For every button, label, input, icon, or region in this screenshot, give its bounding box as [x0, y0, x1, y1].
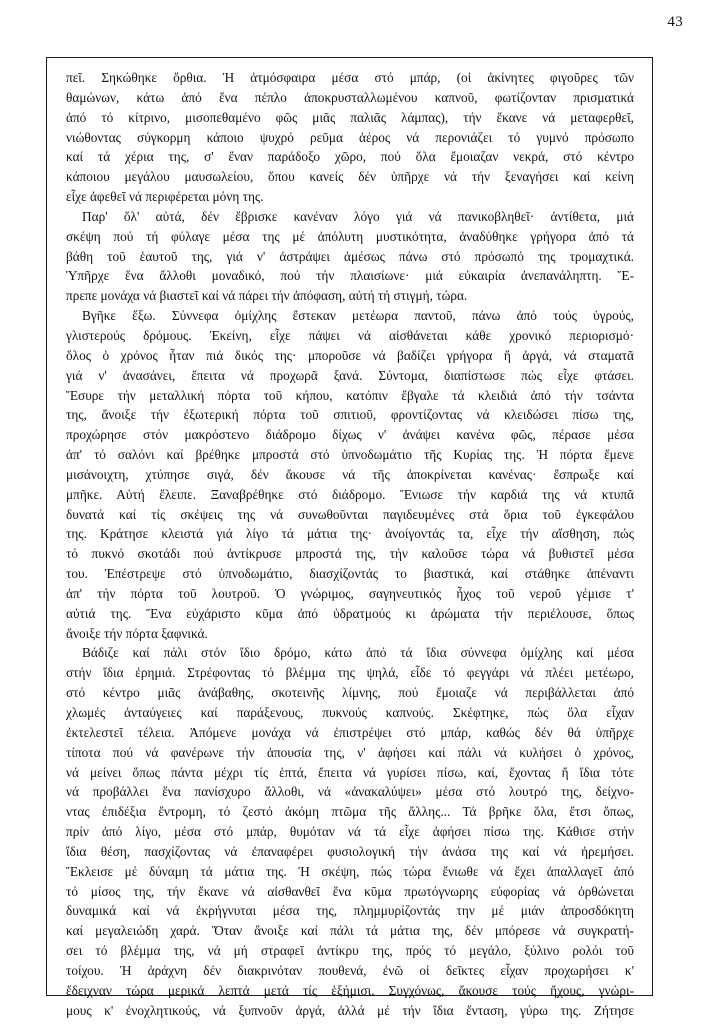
text-line: στό κέντρο μιᾶς ἀνάβαθης, σκοτεινῆς λίμνης, πού ἔμοιαζε νά περιβάλλεται ἀπό — [66, 685, 634, 701]
text-line: της, ἄνοιξε τήν ἐξωτερική πόρτα τοῦ σπιτιοῦ, φροντίζοντας νά κλειδώσει πίσω της, — [66, 407, 634, 423]
text-line: Βάδιζε καί πάλι στόν ἴδιο δρόμο, κάτω ἀπό τά ἴδια σύννεφα ὀμίχλης καί μέσα — [82, 645, 634, 661]
text-line: καί μεγαλειώδη χαρά. Ὅταν ἄνοιξε καί πάλι τά μάτια της, δέν μπόρεσε νά συγκρατή- — [66, 923, 634, 939]
text-line: ντας ἐπιδέξια ἔντρομη, τό ζεστό ἀκόμη πτῶμα τῆς ἄλλης... Τά βρῆκε ὅλα, ἔτσι ὅπως, — [66, 804, 634, 820]
text-line: γλιστερούς δρόμους. Ἐκείνη, εἶχε πάψει νά αἰσθάνεται κάθε χρονικό περιορισμό· — [66, 327, 634, 343]
text-line: πρίν ἀπό λίγο, μέσα στό μπάρ, θυμόταν νά τά εἶχε ἀφήσει πίσω της. Κάθισε στήν — [66, 824, 634, 840]
text-line: γιά ν' ἀνασάνει, ἔπειτα νά προχωρᾶ ξανά. Σύντομα, διαπίστωσε πώς εἶχε φτάσει. — [66, 367, 634, 383]
text-line: Βγῆκε ἔξω. Σύννεφα ὀμίχλης ἔστεκαν μετέωρα παντοῦ, πάνω ἀπό τούς ὑγρούς, — [82, 308, 634, 324]
text-line: ἄνοιξε τήν πόρτα ξαφνικά. — [66, 625, 208, 641]
paragraph — [66, 207, 634, 306]
text-line: πρεπε μονάχα νά βιαστεῖ καί νά πάρει τήν ἀπόφαση, αὐτή τή στιγμή, τώρα. — [66, 288, 468, 304]
text-line: Ἔκλεισε μέ δύναμη τά μάτια της. Ἡ σκέψη, πώς τώρα ἔνιωθε νά ἔχει ἀπαλλαγεῖ ἀπό — [66, 863, 634, 879]
text-line: ἔδειχναν τώρα μερικά λεπτά μετά τίς ἑξήμισι. Συγχόνως, ἄκουσε τούς ἤχους, γνώρι- — [66, 982, 634, 998]
text-line: ἐκτελεστεῖ τέλεια. Ἀπόμενε μονάχα νά ἐπιστρέψει στό μπάρ, καθώς δέν θά ὑπῆρχε — [66, 724, 634, 740]
page-number: 43 — [667, 14, 683, 30]
text-line: του. Ἐπέστρεψε στό ὑπνοδωμάτιο, διασχίζοντάς το βιαστικά, καί στάθηκε ἀπέναντι — [66, 566, 634, 582]
text-line: πεῖ. Σηκώθηκε ὄρθια. Ἡ ἀτμόσφαιρα μέσα στό μπάρ, (οἱ ἀκίνητες φιγοῦρες τῶν — [66, 70, 634, 85]
text-line: ἀπ' τό σαλόνι καί βρέθηκε μπροστά στό ὑπνοδωμάτιο τῆς Κυρίας της. Ἡ πόρτα ἔμενε — [66, 447, 634, 463]
text-line: κάποιου μεγάλου μαυσωλείου, ὅπου κανείς δέν ὑπῆρχε νά τήν ξεναγήσει καί κείνη — [66, 169, 634, 185]
text-line: μους κ' ἐνοχλητικούς, νά ξυπνοῦν ἀργά, ἀλλά μέ τήν ἴδια ἔνταση, γύρω της. Ζήτησε — [66, 1002, 634, 1018]
body-text — [66, 68, 634, 1021]
text-line: ἴδια θέση, πασχίζοντας νά ἐπαναφέρει φυσιολογική τήν ἀνάσα της καί νά ἠρεμήσει. — [66, 843, 634, 859]
text-line: Παρ' ὅλ' αὐτά, δέν ἔβρισκε κανέναν λόγο γιά νά πανικοβληθεῖ· ἀντίθετα, μιά — [82, 208, 634, 224]
text-line: νά προβάλλει ἕνα πανίσχυρο ἄλλοθι, νά «ἀνακαλύψει» μέσα στό λουτρό της, δείχνο- — [66, 784, 634, 800]
text-line: σει τό βλέμμα της, νά μή στραφεῖ ἀντίκρυ της, πρός τό μεγάλο, ξύλινο ρολόι τοῦ — [66, 943, 634, 959]
paragraph — [66, 68, 634, 207]
text-line: νά μείνει ὅπως πάντα μέχρι τίς ἑπτά, ἔπειτα νά γυρίσει πίσω, καί, ἔχοντας ἤ ἴδια τότε — [66, 764, 634, 780]
text-line: δυναμικά καί νά ἐκρήγνυται μέσα της, πλημμυρίζοντάς την μέ μιάν ἀπροσδόκητη — [66, 903, 634, 919]
text-line: ἀπ' τήν πόρτα τοῦ λουτροῦ. Ὁ γνώριμος, σαγηνευτικός ἦχος τοῦ νεροῦ γέμισε τ' — [66, 585, 634, 601]
text-line: αὐτιά της. Ἕνα εὐχάριστο κῦμα ἀπό ὑδρατμούς κι ἀρώματα τήν περιέλουσε, ὅπως — [66, 605, 634, 621]
text-line: προχώρησε στόν μακρόστενο διάδρομο δίχως ν' ἀνάψει κανένα φῶς, πέρασε μέσα — [66, 427, 634, 443]
text-line: σκέψη πού τή φύλαγε μέσα της μέ ἀπόλυτη μυστικότητα, ἀναδύθηκε γρήγορα ἀπό τά — [66, 228, 634, 244]
text-line: καί τά χέρια της, σ' ἕναν παράδοξο χῶρο, πού ὅλα ἔμοιαζαν νεκρά, στό κέντρο — [66, 149, 634, 165]
text-line: τό μίσος της, τήν ἔκανε νά αἰσθανθεῖ ἕνα κῦμα πρωτόγνωρης εὐφορίας νά ὀρθώνεται — [66, 883, 634, 899]
text-line: δυνατά καί τίς σκέψεις της νά συνωθοῦνται παγιδευμένες στά ὅρια τοῦ ἐγκεφάλου — [66, 506, 634, 522]
text-line: τό πυκνό σκοτάδι πού ἀντίκρυσε μπροστά της, τήν καλοῦσε τώρα νά βυθιστεῖ μέσα — [66, 546, 634, 562]
paragraph — [66, 306, 634, 643]
paragraph — [66, 643, 634, 1020]
text-line: Ὑπῆρχε ἕνα ἄλλοθι μοναδικό, πού τήν πλαισίωνε· μιά εὐκαιρία ἀνεπανάληπτη. Ἔ- — [66, 268, 634, 284]
text-line: βάθη τοῦ ἑαυτοῦ της, γιά ν' ἀστράψει ἀμέσως πάνω στό πρόσωπό της τρομαχτικά. — [66, 248, 634, 264]
text-line: ὅλος ὁ χρόνος ἦταν πιά δικός της· μποροῦσε νά βαδίζει γρήγορα ἤ ἀργά, νά σταματᾶ — [66, 347, 634, 363]
text-line: στήν ἴδια ἐρημιά. Στρέφοντας τό βλέμμα της ψηλά, εἶδε τό φεγγάρι νά πλέει μετέωρο, — [66, 665, 634, 681]
text-line: Ἔσυρε τήν μεταλλική πόρτα τοῦ κήπου, κατόπιν ἔβγαλε τά κλειδιά ἀπό τήν τσάντα — [66, 387, 634, 403]
text-line: θαμώνων, κάτω ἀπό ἕνα πέπλο ἀποκρυσταλλωμένου καπνοῦ, φωτίζονταν πρισματικά — [66, 89, 634, 105]
text-line: της. Κράτησε κλειστά γιά λίγο τά μάτια της· ἀνοίγοντάς τα, εἶχε τήν αἴσθηση, πώς — [66, 526, 634, 542]
text-line: ἀπό τό κίτρινο, μισοπεθαμένο φῶς μιᾶς παλιᾶς λάμπας), τήν ἔκανε νά μεταφερθεῖ, — [66, 109, 634, 125]
text-line: χλωμές ἀνταύγειες καί παράξενους, πυκνούς καπνούς. Σκέφτηκε, πώς ὅλα εἶχαν — [66, 705, 634, 720]
text-line: νιώθοντας σύγκορμη κάποιο ψυχρό ρεῦμα ἀέρος νά περονιάζει τό γυμνό πρόσωπο — [66, 129, 634, 145]
text-line: εἶχε ἀφεθεῖ νά περιφέρεται μόνη της. — [66, 189, 264, 205]
text-line: τοίχου. Ἡ ἀράχνη δέν διακρινόταν πουθενά, ἐνῶ οἱ δεῖκτες εἶχαν προχωρήσει κ' — [66, 962, 634, 978]
text-line: τίποτα πού νά φανέρωνε τήν ἀπουσία της, ν' ἀφήσει καί πάλι νά κυλήσει ὁ χρόνος, — [66, 744, 634, 760]
text-line: μισάνοιχτη, χτύπησε σιγά, δέν ἄκουσε νά τῆς ἀποκρίνεται κανένας· ἔσπρωξε καί — [66, 466, 634, 482]
text-line: μπῆκε. Αὐτή ἔλειπε. Ξαναβρέθηκε στό διάδρομο. Ἔνιωσε τήν καρδιά της νά κτυπᾶ — [66, 486, 634, 502]
